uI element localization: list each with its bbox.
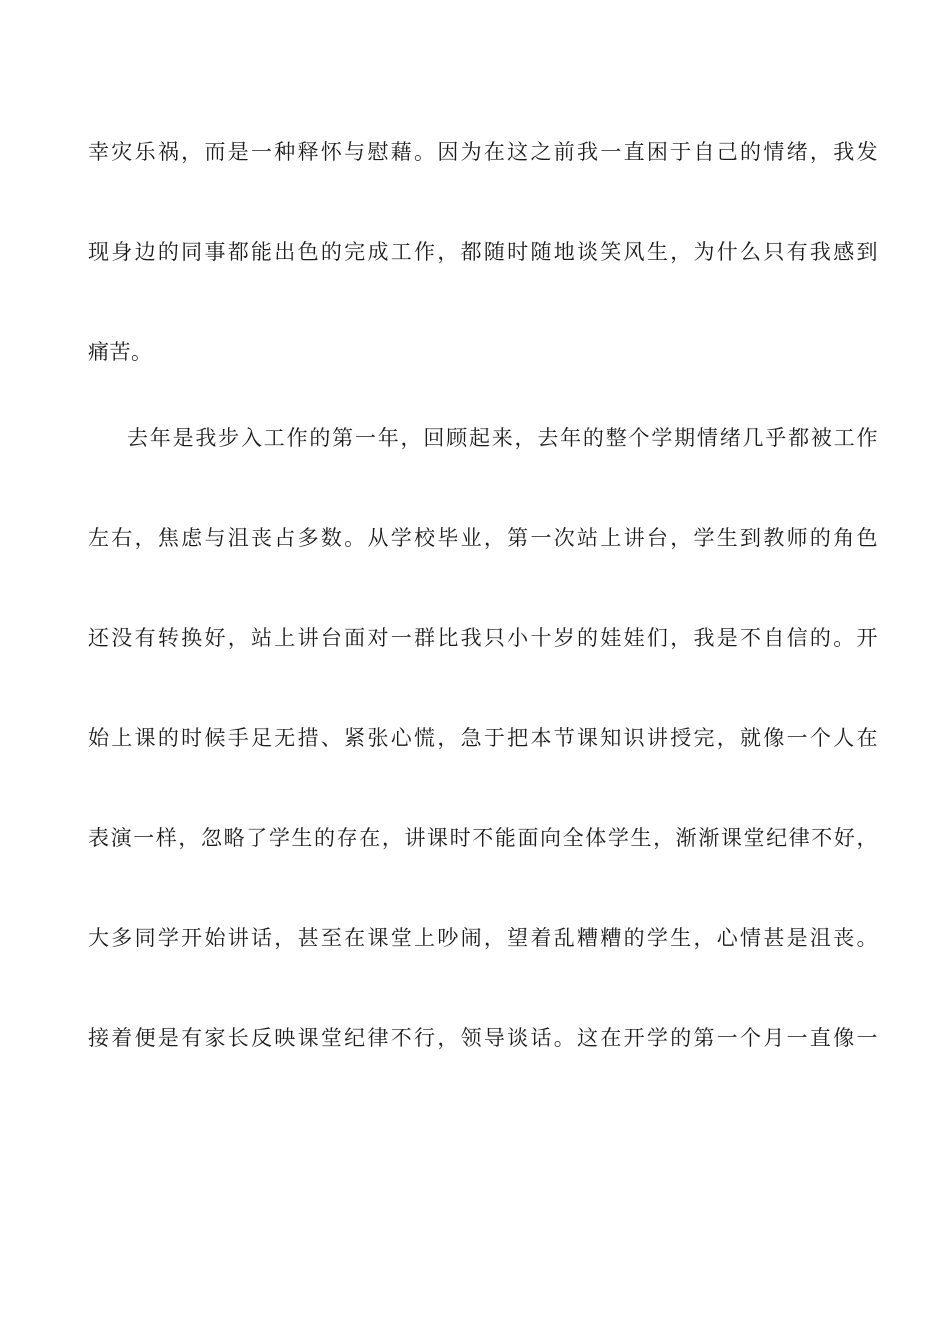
text-line-indented: 去年是我步入工作的第一年，回顾起来，去年的整个学期情绪几乎都被工作 <box>127 426 878 450</box>
text-line: 痛苦。 <box>88 340 153 364</box>
text-line: 表演一样，忽略了学生的存在，讲课时不能面向全体学生，渐渐课堂纪律不好， <box>88 826 878 850</box>
text-line: 左右，焦虑与沮丧占多数。从学校毕业，第一次站上讲台，学生到教师的角色 <box>88 526 878 550</box>
text-line: 还没有转换好，站上讲台面对一群比我只小十岁的娃娃们，我是不自信的。开 <box>88 626 878 650</box>
text-line: 现身边的同事都能出色的完成工作，都随时随地谈笑风生，为什么只有我感到 <box>88 240 878 264</box>
text-line: 幸灾乐祸，而是一种释怀与慰藉。因为在这之前我一直困于自己的情绪，我发 <box>88 140 878 164</box>
text-line: 始上课的时候手足无措、紧张心慌，急于把本节课知识讲授完，就像一个人在 <box>88 726 878 750</box>
text-line: 大多同学开始讲话，甚至在课堂上吵闹，望着乱糟糟的学生，心情甚是沮丧。 <box>88 926 878 950</box>
text-line: 接着便是有家长反映课堂纪律不行，领导谈话。这在开学的第一个月一直像一 <box>88 1026 878 1050</box>
